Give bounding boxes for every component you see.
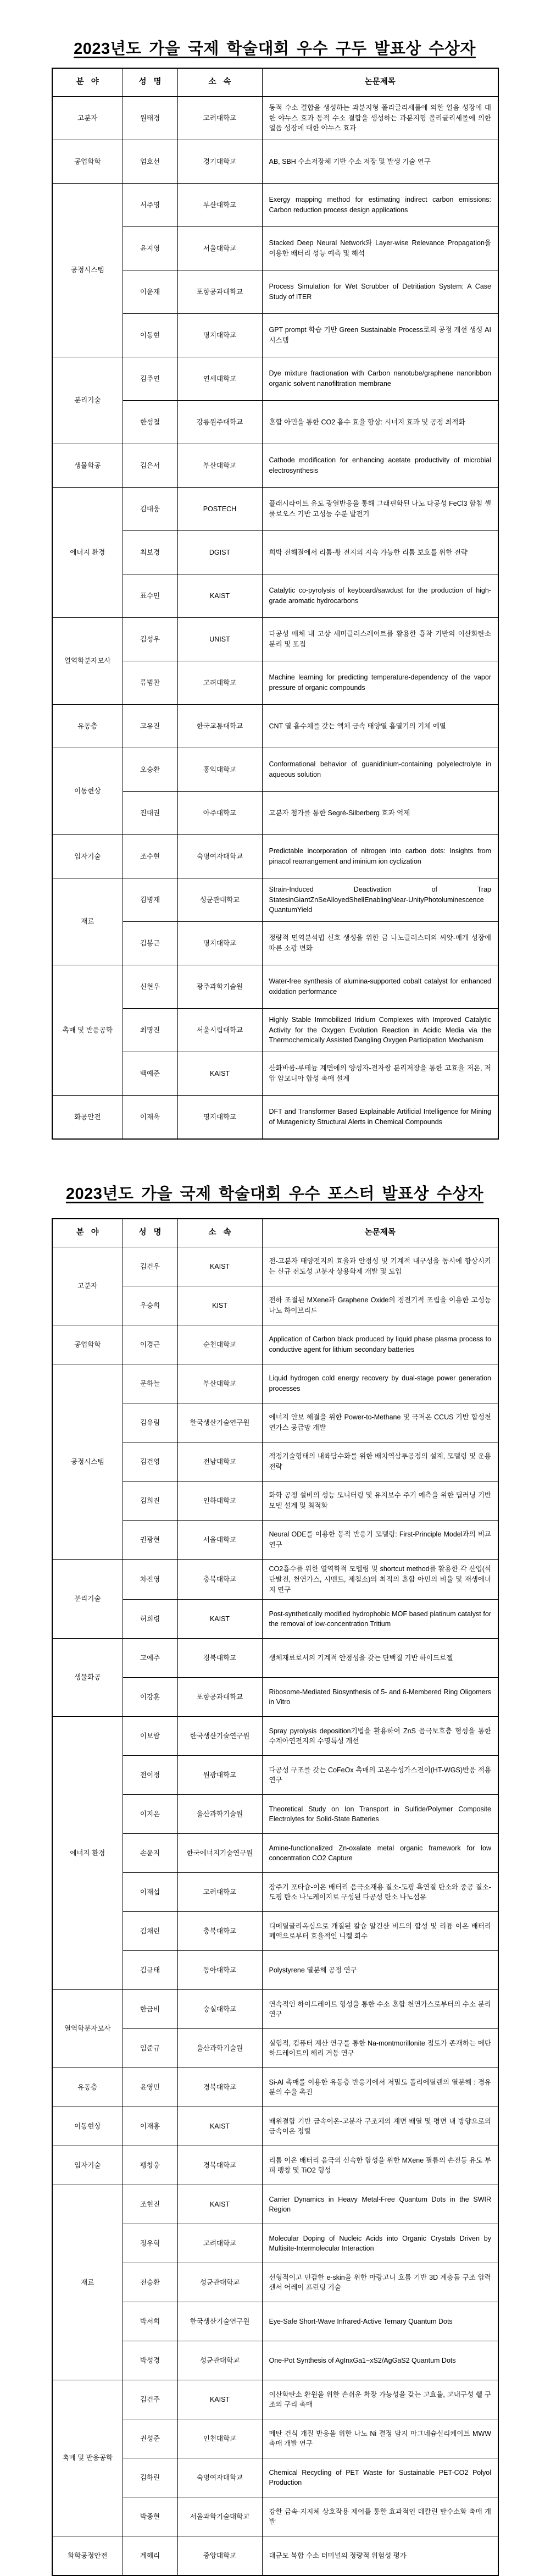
field-cell: 공정시스템 bbox=[52, 184, 123, 357]
field-cell: 유동층 bbox=[52, 2068, 123, 2107]
paper-title-cell: 강한 금속-지지체 상호작용 제어를 통한 효과적인 데칼린 탈수소화 촉매 개발 bbox=[262, 2497, 498, 2536]
affiliation-cell: 원광대학교 bbox=[177, 1756, 262, 1795]
name-cell: 김대웅 bbox=[123, 488, 177, 531]
paper-title-cell: Post-synthetically modified hydrophobic MOF based platinum catalyst for the removal of low-concentration Tritium bbox=[262, 1600, 498, 1639]
paper-title-cell: 리튬 이온 배터리 음극의 신속한 합성을 위한 MXene 필름의 손전등 유도 부피 팽창 및 TiO2 형성 bbox=[262, 2146, 498, 2185]
paper-title-cell: 배위결합 기반 금속이온-고분자 구조체의 계면 배열 및 평면 내 방향으로의 금속이온 정렬 bbox=[262, 2107, 498, 2146]
award-row bbox=[52, 357, 498, 401]
affiliation-cell: KIST bbox=[177, 1286, 262, 1325]
column-header-paper-title: 논문제목 bbox=[262, 1219, 498, 1247]
award-row bbox=[52, 1560, 498, 1600]
affiliation-cell: 고려대학교 bbox=[177, 661, 262, 705]
name-cell: 백예준 bbox=[123, 1052, 177, 1096]
award-row bbox=[52, 444, 498, 488]
name-cell: 전승환 bbox=[123, 2263, 177, 2302]
award-row bbox=[52, 705, 498, 748]
column-header-field: 분 야 bbox=[52, 68, 123, 97]
name-cell: 전이정 bbox=[123, 1756, 177, 1795]
poster-award-section bbox=[52, 1181, 498, 2576]
field-cell: 고분자 bbox=[52, 97, 123, 140]
award-row bbox=[52, 140, 498, 184]
award-row bbox=[52, 184, 498, 227]
affiliation-cell: POSTECH bbox=[177, 488, 262, 531]
affiliation-cell: 서울대학교 bbox=[177, 1521, 262, 1560]
paper-title-cell: Si-Al 촉매를 이용한 유동층 반응기에서 저밀도 폴리에틸렌의 열분해 : 경유분의 수율 촉진 bbox=[262, 2068, 498, 2107]
name-cell: 권광현 bbox=[123, 1521, 177, 1560]
paper-title-cell: Cathode modification for enhancing acetate productivity of microbial electrosynthesis bbox=[262, 444, 498, 488]
name-cell: 김병재 bbox=[123, 878, 177, 922]
name-cell: 서주영 bbox=[123, 184, 177, 227]
oral-award-table bbox=[52, 68, 499, 1140]
award-row bbox=[52, 488, 498, 531]
name-cell: 김건영 bbox=[123, 1442, 177, 1482]
name-cell: 김주연 bbox=[123, 357, 177, 401]
affiliation-cell: 서울대학교 bbox=[177, 227, 262, 270]
field-cell: 열역학분자모사 bbox=[52, 618, 123, 705]
name-cell: 권성준 bbox=[123, 2419, 177, 2458]
paper-title-cell: 대규모 복합 수소 터미널의 정량적 위험성 평가 bbox=[262, 2536, 498, 2576]
paper-title-cell: GPT prompt 학습 기반 Green Sustainable Process로의 공정 개선 생성 AI 시스템 bbox=[262, 314, 498, 357]
paper-title-cell: Water-free synthesis of alumina-supported cobalt catalyst for enhanced oxidation performance bbox=[262, 965, 498, 1009]
name-cell: 윤영민 bbox=[123, 2068, 177, 2107]
field-cell: 이동현상 bbox=[52, 2107, 123, 2146]
name-cell: 이동현 bbox=[123, 314, 177, 357]
award-row bbox=[52, 1990, 498, 2029]
affiliation-cell: 고려대학교 bbox=[177, 1873, 262, 1912]
field-cell: 생물화공 bbox=[52, 444, 123, 488]
affiliation-cell: 부산대학교 bbox=[177, 184, 262, 227]
affiliation-cell: KAIST bbox=[177, 2185, 262, 2224]
affiliation-cell: 경북대학교 bbox=[177, 1639, 262, 1678]
name-cell: 이재욱 bbox=[123, 1096, 177, 1140]
name-cell: 김하린 bbox=[123, 2458, 177, 2497]
award-row bbox=[52, 2185, 498, 2224]
paper-title-cell: 에너지 안보 해결을 위한 Power-to-Methane 및 극저온 CCUS 기반 합성천연가스 공급망 개발 bbox=[262, 1403, 498, 1442]
paper-title-cell: Polystyrene 열분해 공정 연구 bbox=[262, 1951, 498, 1990]
name-cell: 신현우 bbox=[123, 965, 177, 1009]
affiliation-cell: 고려대학교 bbox=[177, 97, 262, 140]
field-cell: 재료 bbox=[52, 2185, 123, 2380]
name-cell: 류범찬 bbox=[123, 661, 177, 705]
name-cell: 문하늘 bbox=[123, 1364, 177, 1403]
paper-title-cell: Spray pyrolysis deposition기법을 활용하여 ZnS 음극보호층 형성을 통한 수계아연전지의 수명특성 개선 bbox=[262, 1717, 498, 1756]
award-row bbox=[52, 878, 498, 922]
name-cell: 윤지영 bbox=[123, 227, 177, 270]
affiliation-cell: 광주과학기술원 bbox=[177, 965, 262, 1009]
affiliation-cell: 울산과학기술원 bbox=[177, 2029, 262, 2068]
paper-title-cell: Dye mixture fractionation with Carbon nanotube/graphene nanoribbon organic solvent nanofiltration membrane bbox=[262, 357, 498, 401]
name-cell: 조현진 bbox=[123, 2185, 177, 2224]
name-cell: 최보경 bbox=[123, 531, 177, 574]
name-cell: 김규태 bbox=[123, 1951, 177, 1990]
field-cell: 유동층 bbox=[52, 705, 123, 748]
column-header-field: 분 야 bbox=[52, 1219, 123, 1247]
award-row bbox=[52, 1364, 498, 1403]
oral-award-title: 2023년도 가을 국제 학술대회 우수 구두 발표상 수상자 bbox=[74, 40, 476, 58]
paper-title-cell: 고분자 첨가를 통한 Segré-Silberberg 효과 억제 bbox=[262, 792, 498, 835]
field-cell: 열역학분자모사 bbox=[52, 1990, 123, 2068]
affiliation-cell: 한국생산기술연구원 bbox=[177, 1717, 262, 1756]
paper-title-cell: 동적 수소 결합을 생성하는 과분지형 폴리글리세롤에 의한 얼음 성장에 대한 야누스 효과 동적 수소 결합을 생성하는 과분지형 폴리글리세롤에 의한 얼음 성장에 대한 야누스 효과 bbox=[262, 97, 498, 140]
name-cell: 손윤지 bbox=[123, 1834, 177, 1873]
affiliation-cell: 아주대학교 bbox=[177, 792, 262, 835]
affiliation-cell: 성균관대학교 bbox=[177, 2263, 262, 2302]
paper-title-cell: Molecular Doping of Nucleic Acids into Organic Crystals Driven by Multisite-Intermolecular Interaction bbox=[262, 2224, 498, 2263]
award-row bbox=[52, 2068, 498, 2107]
name-cell: 박성경 bbox=[123, 2341, 177, 2380]
paper-title-cell: Strain-Induced Deactivation of Trap StatesinGiantZnSeAlloyedShellEnablingNear-UnityPhotoluminescence QuantumYield bbox=[262, 878, 498, 922]
name-cell: 이지은 bbox=[123, 1795, 177, 1834]
name-cell: 이재홍 bbox=[123, 2107, 177, 2146]
column-header-name: 성 명 bbox=[123, 68, 177, 97]
paper-title-cell: 전-고분자 태양전지의 효율과 안정성 및 기계적 내구성을 동시에 향상시키는 신규 전도성 고분자 상용화제 개발 및 도입 bbox=[262, 1247, 498, 1286]
affiliation-cell: 인천대학교 bbox=[177, 2419, 262, 2458]
name-cell: 허희령 bbox=[123, 1600, 177, 1639]
field-cell: 촉매 및 반응공학 bbox=[52, 2380, 123, 2536]
award-row bbox=[52, 748, 498, 792]
paper-title-cell: 실험적, 컴퓨터 계산 연구를 통한 Na-montmorillonite 점토가 존재하는 메탄 하드레이트의 해리 거동 연구 bbox=[262, 2029, 498, 2068]
oral-award-section bbox=[52, 36, 498, 1140]
poster-award-title: 2023년도 가을 국제 학술대회 우수 포스터 발표상 수상자 bbox=[65, 1185, 484, 1203]
paper-title-cell: AB, SBH 수소저장체 기반 수소 저장 및 발생 기술 연구 bbox=[262, 140, 498, 184]
affiliation-cell: 인하대학교 bbox=[177, 1482, 262, 1521]
field-cell: 분리기술 bbox=[52, 1560, 123, 1639]
field-cell: 화공안전 bbox=[52, 1096, 123, 1140]
name-cell: 임준규 bbox=[123, 2029, 177, 2068]
field-cell: 공정시스템 bbox=[52, 1364, 123, 1560]
affiliation-cell: 한국에너지기술연구원 bbox=[177, 1834, 262, 1873]
field-cell: 공업화학 bbox=[52, 1325, 123, 1364]
name-cell: 박종현 bbox=[123, 2497, 177, 2536]
name-cell: 김채린 bbox=[123, 1912, 177, 1951]
affiliation-cell: 숭실대학교 bbox=[177, 1990, 262, 2029]
affiliation-cell: 전남대학교 bbox=[177, 1442, 262, 1482]
name-cell: 이강훈 bbox=[123, 1678, 177, 1717]
paper-title-cell: Amine-functionalized Zn-oxalate metal organic framework for low concentration CO2 Capture bbox=[262, 1834, 498, 1873]
name-cell: 진대권 bbox=[123, 792, 177, 835]
affiliation-cell: KAIST bbox=[177, 1600, 262, 1639]
paper-title-cell: Catalytic co-pyrolysis of keyboard/sawdust for the production of high-grade aromatic hydrocarbons bbox=[262, 574, 498, 618]
name-cell: 김희진 bbox=[123, 1482, 177, 1521]
name-cell: 김성우 bbox=[123, 618, 177, 661]
award-row bbox=[52, 1096, 498, 1140]
paper-title-cell: Eye-Safe Short-Wave Infrared-Active Ternary Quantum Dots bbox=[262, 2302, 498, 2341]
paper-title-cell: 희박 전해질에서 리튬-황 전지의 지속 가능한 리튬 보호를 위한 전략 bbox=[262, 531, 498, 574]
paper-title-cell: Process Simulation for Wet Scrubber of Detritiation System: A Case Study of ITER bbox=[262, 270, 498, 314]
name-cell: 고예주 bbox=[123, 1639, 177, 1678]
award-row bbox=[52, 2536, 498, 2576]
field-cell: 입자기술 bbox=[52, 835, 123, 878]
affiliation-cell: 홍익대학교 bbox=[177, 748, 262, 792]
award-row bbox=[52, 1247, 498, 1286]
paper-title-cell: One-Pot Synthesis of AgInxGa1−xS2/AgGaS2 Quantum Dots bbox=[262, 2341, 498, 2380]
affiliation-cell: 충북대학교 bbox=[177, 1560, 262, 1600]
name-cell: 엄호선 bbox=[123, 140, 177, 184]
paper-title-cell: 다공성 구조를 갖는 CoFeOx 촉매의 고온수성가스전이(HT-WGS)반응 적용 연구 bbox=[262, 1756, 498, 1795]
award-row bbox=[52, 965, 498, 1009]
award-row bbox=[52, 2380, 498, 2419]
affiliation-cell: KAIST bbox=[177, 2380, 262, 2419]
paper-title-cell: Neural ODE를 이용한 동적 반응기 모델링: First-Principle Model과의 비교 연구 bbox=[262, 1521, 498, 1560]
paper-title-cell: Conformational behavior of guanidinium-containing polyelectrolyte in aqueous solution bbox=[262, 748, 498, 792]
affiliation-cell: 포항공과대학교 bbox=[177, 270, 262, 314]
award-row bbox=[52, 1639, 498, 1678]
affiliation-cell: 한국교통대학교 bbox=[177, 705, 262, 748]
field-cell: 재료 bbox=[52, 878, 123, 965]
affiliation-cell: 연세대학교 bbox=[177, 357, 262, 401]
affiliation-cell: 순천대학교 bbox=[177, 1325, 262, 1364]
paper-title-cell: Application of Carbon black produced by liquid phase plasma process to conductive agent for lithium secondary batteries bbox=[262, 1325, 498, 1364]
name-cell: 박서희 bbox=[123, 2302, 177, 2341]
name-cell: 김은서 bbox=[123, 444, 177, 488]
affiliation-cell: 숙명여자대학교 bbox=[177, 2458, 262, 2497]
award-row bbox=[52, 618, 498, 661]
field-cell: 화학공정안전 bbox=[52, 2536, 123, 2576]
award-row bbox=[52, 835, 498, 878]
paper-title-cell: 이산화탄소 환원을 위한 손쉬운 확장 가능성을 갖는 고효율, 고내구성 쉘 구조의 구리 촉매 bbox=[262, 2380, 498, 2419]
paper-title-cell: Ribosome-Mediated Biosynthesis of 5- and 6-Membered Ring Oligomers in Vitro bbox=[262, 1678, 498, 1717]
paper-title-cell: Stacked Deep Neural Network와 Layer-wise Relevance Propagation을 이용한 배터리 성능 예측 및 해석 bbox=[262, 227, 498, 270]
affiliation-cell: KAIST bbox=[177, 2107, 262, 2146]
affiliation-cell: KAIST bbox=[177, 574, 262, 618]
column-header-paper-title: 논문제목 bbox=[262, 68, 498, 97]
name-cell: 김유림 bbox=[123, 1403, 177, 1442]
affiliation-cell: KAIST bbox=[177, 1247, 262, 1286]
paper-title-cell: Highly Stable Immobilized Iridium Complexes with Improved Catalytic Activity for the Oxygen Evolution Reaction in Acidic Media via the Thermochemically Assisted Dangling Oxygen Participation Mechanism bbox=[262, 1009, 498, 1052]
affiliation-cell: 명지대학교 bbox=[177, 1096, 262, 1140]
name-cell: 한성철 bbox=[123, 401, 177, 444]
affiliation-cell: 한국생산기술연구원 bbox=[177, 2302, 262, 2341]
column-header-affiliation: 소 속 bbox=[177, 68, 262, 97]
paper-title-cell: 화학 공정 설비의 성능 모니터링 및 유지보수 주기 예측을 위한 딥러닝 기반 모델 설계 및 최적화 bbox=[262, 1482, 498, 1521]
affiliation-cell: 숙명여자대학교 bbox=[177, 835, 262, 878]
affiliation-cell: 한국생산기술연구원 bbox=[177, 1403, 262, 1442]
paper-title-cell: Theoretical Study on Ion Transport in Sulfide/Polymer Composite Electrolytes for Solid-State Batteries bbox=[262, 1795, 498, 1834]
paper-title-cell: Chemical Recycling of PET Waste for Sustainable PET-CO2 Polyol Production bbox=[262, 2458, 498, 2497]
affiliation-cell: DGIST bbox=[177, 531, 262, 574]
field-cell: 생물화공 bbox=[52, 1639, 123, 1717]
affiliation-cell: 고려대학교 bbox=[177, 2224, 262, 2263]
name-cell: 원태경 bbox=[123, 97, 177, 140]
name-cell: 한금비 bbox=[123, 1990, 177, 2029]
affiliation-cell: 경기대학교 bbox=[177, 140, 262, 184]
field-cell: 입자기술 bbox=[52, 2146, 123, 2185]
paper-title-cell: 정량적 면역분석법 신호 생성을 위한 금 나노클러스터의 씨앗-매개 성장에 따른 소광 변화 bbox=[262, 922, 498, 965]
paper-title-cell: Carrier Dynamics in Heavy Metal-Free Quantum Dots in the SWIR Region bbox=[262, 2185, 498, 2224]
poster-award-table bbox=[52, 1218, 499, 2576]
affiliation-cell: 성균관대학교 bbox=[177, 2341, 262, 2380]
affiliation-cell: 서울시립대학교 bbox=[177, 1009, 262, 1052]
paper-title-cell: 산화바륨-루테늄 계면에의 양성자-전자쌍 분리저장을 통한 고효율 저온, 저압 암모니아 합성 촉매 설계 bbox=[262, 1052, 498, 1096]
paper-title-cell: Exergy mapping method for estimating indirect carbon emissions: Carbon reduction process design applications bbox=[262, 184, 498, 227]
affiliation-cell: 명지대학교 bbox=[177, 314, 262, 357]
name-cell: 정우혁 bbox=[123, 2224, 177, 2263]
paper-title-cell: CO2흡수를 위한 열역학적 모델링 및 shortcut method를 활용한 각 산업(석탄발전, 천연가스, 시멘트, 제철소)의 최적의 혼합 아민의 비율 및 재생에너지 연구 bbox=[262, 1560, 498, 1600]
award-row bbox=[52, 97, 498, 140]
paper-title-cell: CNT 열 흡수체를 갖는 액체 금속 태양열 흡열기의 기체 예열 bbox=[262, 705, 498, 748]
paper-title-cell: 혼합 아민을 통한 CO2 흡수 효율 향상: 시너지 효과 및 공정 최적화 bbox=[262, 401, 498, 444]
award-row bbox=[52, 2107, 498, 2146]
paper-title-cell: 생체재료로서의 기계적 안정성을 갖는 단백질 기반 하이드로젤 bbox=[262, 1639, 498, 1678]
name-cell: 우승희 bbox=[123, 1286, 177, 1325]
paper-title-cell: 메탄 건식 개질 반응을 위한 나노 Ni 결정 담지 마그네슘실리케이트 MWW 촉매 개발 연구 bbox=[262, 2419, 498, 2458]
field-cell: 촉매 및 반응공학 bbox=[52, 965, 123, 1096]
paper-title-cell: Liquid hydrogen cold energy recovery by dual-stage power generation processes bbox=[262, 1364, 498, 1403]
name-cell: 오승환 bbox=[123, 748, 177, 792]
column-header-affiliation: 소 속 bbox=[177, 1219, 262, 1247]
name-cell: 김건주 bbox=[123, 2380, 177, 2419]
paper-title-cell: Predictable incorporation of nitrogen into carbon dots: Insights from pinacol rearrangement and iminium ion cyclization bbox=[262, 835, 498, 878]
name-cell: 이경근 bbox=[123, 1325, 177, 1364]
affiliation-cell: 명지대학교 bbox=[177, 922, 262, 965]
award-row bbox=[52, 1717, 498, 1756]
paper-title-cell: 플래시라이트 유도 광열반응을 통해 그래핀화된 나노 다공성 FeCl3 함침 셀룰로오스 기반 고성능 수분 발전기 bbox=[262, 488, 498, 531]
paper-title-cell: Machine learning for predicting temperature-dependency of the vapor pressure of organic compounds bbox=[262, 661, 498, 705]
award-row bbox=[52, 1325, 498, 1364]
paper-title-cell: 전하 조절된 MXene과 Graphene Oxide의 정전기적 조립을 이용한 고성능 나노 하이브리드 bbox=[262, 1286, 498, 1325]
name-cell: 이윤재 bbox=[123, 270, 177, 314]
paper-title-cell: DFT and Transformer Based Explainable Artificial Intelligence for Mining of Mutagenicity Structural Alerts in Chemical Compounds bbox=[262, 1096, 498, 1140]
name-cell: 고유진 bbox=[123, 705, 177, 748]
name-cell: 계혜리 bbox=[123, 2536, 177, 2576]
field-cell: 분리기술 bbox=[52, 357, 123, 444]
name-cell: 표수민 bbox=[123, 574, 177, 618]
affiliation-cell: 포항공과대학교 bbox=[177, 1678, 262, 1717]
paper-title-cell: 다공성 매체 내 고상 세미클러스레이트를 활용한 흡착 기반의 이산화탄소 분리 및 포집 bbox=[262, 618, 498, 661]
field-cell: 에너지 환경 bbox=[52, 488, 123, 618]
affiliation-cell: 경북대학교 bbox=[177, 2146, 262, 2185]
header-row bbox=[52, 68, 498, 97]
award-row bbox=[52, 2146, 498, 2185]
affiliation-cell: 경북대학교 bbox=[177, 2068, 262, 2107]
affiliation-cell: UNIST bbox=[177, 618, 262, 661]
name-cell: 차진영 bbox=[123, 1560, 177, 1600]
affiliation-cell: KAIST bbox=[177, 1052, 262, 1096]
field-cell: 에너지 환경 bbox=[52, 1717, 123, 1990]
field-cell: 공업화학 bbox=[52, 140, 123, 184]
name-cell: 조수현 bbox=[123, 835, 177, 878]
paper-title-cell: 연속적인 하이드레이트 형성을 통한 수소 혼합 천연가스로부터의 수소 분리 연구 bbox=[262, 1990, 498, 2029]
name-cell: 김봉근 bbox=[123, 922, 177, 965]
affiliation-cell: 강릉원주대학교 bbox=[177, 401, 262, 444]
affiliation-cell: 울산과학기술원 bbox=[177, 1795, 262, 1834]
header-row bbox=[52, 1219, 498, 1247]
name-cell: 김건우 bbox=[123, 1247, 177, 1286]
paper-title-cell: 디메틸글리옥심으로 개질된 칼슘 알긴산 비드의 합성 및 리튬 이온 배터리 폐액으로부터 효율적인 니켈 회수 bbox=[262, 1912, 498, 1951]
paper-title-cell: 선형적이고 민감한 e-skin을 위한 마랑고니 흐름 기반 3D 계층돔 구조 압력센서 어레이 프린팅 기술 bbox=[262, 2263, 498, 2302]
name-cell: 이보람 bbox=[123, 1717, 177, 1756]
affiliation-cell: 중앙대학교 bbox=[177, 2536, 262, 2576]
name-cell: 이재섭 bbox=[123, 1873, 177, 1912]
paper-title-cell: 장주기 포타슘-이온 배터리 음극소재용 질소-도핑 흑연질 탄소와 중공 질소-도핑 탄소 나노케이지로 구성된 다공성 탄소 나노섬유 bbox=[262, 1873, 498, 1912]
affiliation-cell: 서울과학기술대학교 bbox=[177, 2497, 262, 2536]
affiliation-cell: 부산대학교 bbox=[177, 1364, 262, 1403]
affiliation-cell: 충북대학교 bbox=[177, 1912, 262, 1951]
name-cell: 팽창웅 bbox=[123, 2146, 177, 2185]
paper-title-cell: 적정기술형태의 내륙담수화를 위한 배치역삼투공정의 설계, 모델링 및 운용전략 bbox=[262, 1442, 498, 1482]
affiliation-cell: 부산대학교 bbox=[177, 444, 262, 488]
affiliation-cell: 동아대학교 bbox=[177, 1951, 262, 1990]
field-cell: 이동현상 bbox=[52, 748, 123, 835]
name-cell: 최명진 bbox=[123, 1009, 177, 1052]
column-header-name: 성 명 bbox=[123, 1219, 177, 1247]
field-cell: 고분자 bbox=[52, 1247, 123, 1325]
affiliation-cell: 성균관대학교 bbox=[177, 878, 262, 922]
